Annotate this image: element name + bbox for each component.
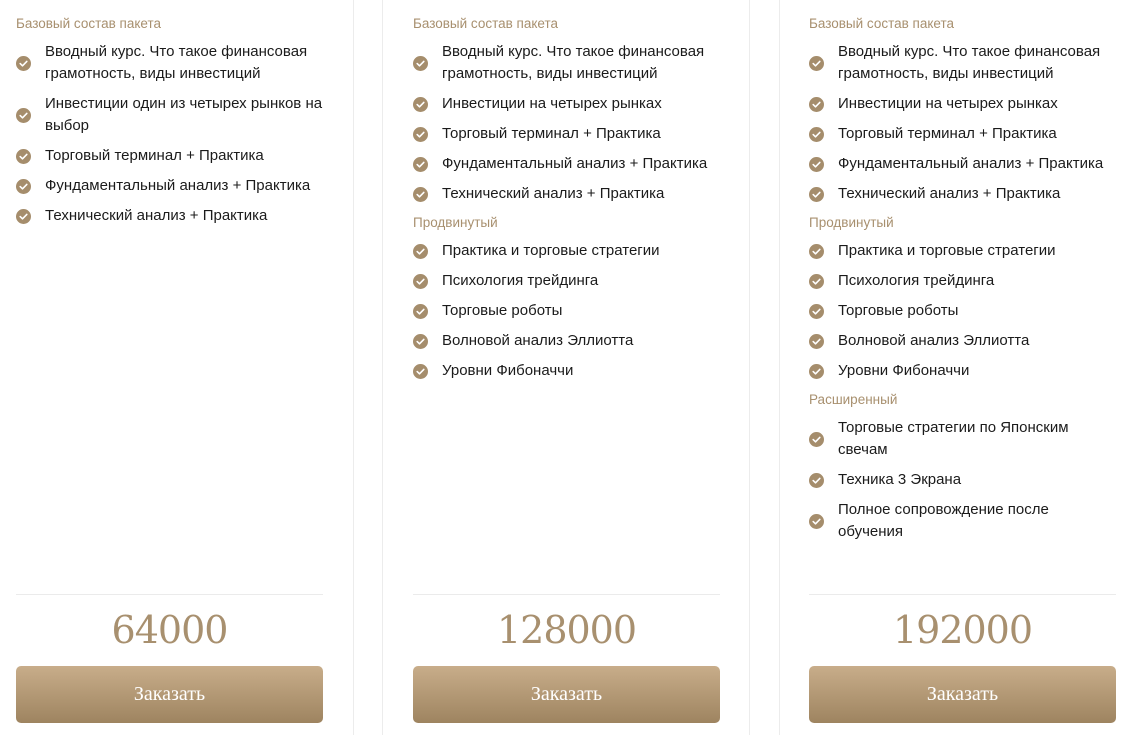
price: 64000 [111,608,228,652]
feature-item: Вводный курс. Что такое финансовая грамотность, виды инвестиций [809,41,1116,85]
feature-item: Полное сопровождение после обучения [809,499,1116,543]
check-circle-icon [16,209,31,224]
check-circle-icon [809,187,824,202]
feature-item: Торговые роботы [413,300,720,322]
check-circle-icon [809,274,824,289]
check-circle-icon [16,108,31,123]
feature-item: Волновой анализ Эллиотта [413,330,720,352]
check-circle-icon [413,187,428,202]
section-title-extended: Расширенный [809,392,898,407]
feature-item: Технический анализ + Практика [413,183,720,205]
feature-item: Уровни Фибоначчи [413,360,720,382]
check-circle-icon [413,97,428,112]
feature-item: Инвестиции один из четырех рынков на выбор [16,93,323,137]
pricing-card-extended [779,0,1134,735]
feature-item: Торговый терминал + Практика [413,123,720,145]
feature-item: Практика и торговые стратегии [809,240,1116,262]
feature-item: Инвестиции на четырех рынках [809,93,1116,115]
section-title-basic: Базовый состав пакета [809,16,955,31]
check-circle-icon [809,473,824,488]
check-circle-icon [413,274,428,289]
card-footer [809,594,1116,705]
order-button[interactable]: Заказать [809,666,1116,723]
pricing-card-basic [0,0,354,735]
feature-item: Уровни Фибоначчи [809,360,1116,382]
feature-item: Фундаментальный анализ + Практика [16,175,323,197]
price: 192000 [892,608,1033,652]
feature-item: Фундаментальный анализ + Практика [809,153,1116,175]
feature-list [16,41,323,227]
check-circle-icon [809,364,824,379]
check-circle-icon [809,514,824,529]
section-title-advanced: Продвинутый [809,215,894,230]
feature-list [809,417,1116,543]
feature-item: Психология трейдинга [413,270,720,292]
order-button[interactable]: Заказать [16,666,323,723]
section-title-basic: Базовый состав пакета [16,16,162,31]
feature-item: Вводный курс. Что такое финансовая грамотность, виды инвестиций [413,41,720,85]
feature-item: Торговые стратегии по Японским свечам [809,417,1116,461]
feature-item: Волновой анализ Эллиотта [809,330,1116,352]
check-circle-icon [809,432,824,447]
check-circle-icon [16,179,31,194]
pricing-card-advanced [382,0,750,735]
feature-list [809,240,1116,382]
feature-item: Техника 3 Экрана [809,469,1116,491]
order-button[interactable]: Заказать [413,666,720,723]
check-circle-icon [413,56,428,71]
package-contents [16,14,323,235]
feature-item: Технический анализ + Практика [809,183,1116,205]
check-circle-icon [809,127,824,142]
section-title-basic: Базовый состав пакета [413,16,559,31]
feature-list [413,41,720,205]
check-circle-icon [413,244,428,259]
check-circle-icon [809,334,824,349]
feature-list [809,41,1116,205]
check-circle-icon [809,304,824,319]
feature-list [413,240,720,382]
check-circle-icon [809,97,824,112]
feature-item: Торговый терминал + Практика [809,123,1116,145]
check-circle-icon [413,157,428,172]
feature-item: Технический анализ + Практика [16,205,323,227]
card-footer [413,594,720,705]
package-contents [809,14,1116,551]
check-circle-icon [809,244,824,259]
section-title-advanced: Продвинутый [413,215,498,230]
feature-item: Практика и торговые стратегии [413,240,720,262]
check-circle-icon [413,364,428,379]
feature-item: Торговые роботы [809,300,1116,322]
check-circle-icon [16,149,31,164]
check-circle-icon [413,304,428,319]
check-circle-icon [809,157,824,172]
feature-item: Инвестиции на четырех рынках [413,93,720,115]
check-circle-icon [16,56,31,71]
feature-item: Фундаментальный анализ + Практика [413,153,720,175]
feature-item: Торговый терминал + Практика [16,145,323,167]
package-contents [413,14,720,390]
check-circle-icon [413,334,428,349]
check-circle-icon [413,127,428,142]
check-circle-icon [809,56,824,71]
card-footer [16,594,323,705]
feature-item: Вводный курс. Что такое финансовая грамотность, виды инвестиций [16,41,323,85]
price: 128000 [496,608,637,652]
feature-item: Психология трейдинга [809,270,1116,292]
